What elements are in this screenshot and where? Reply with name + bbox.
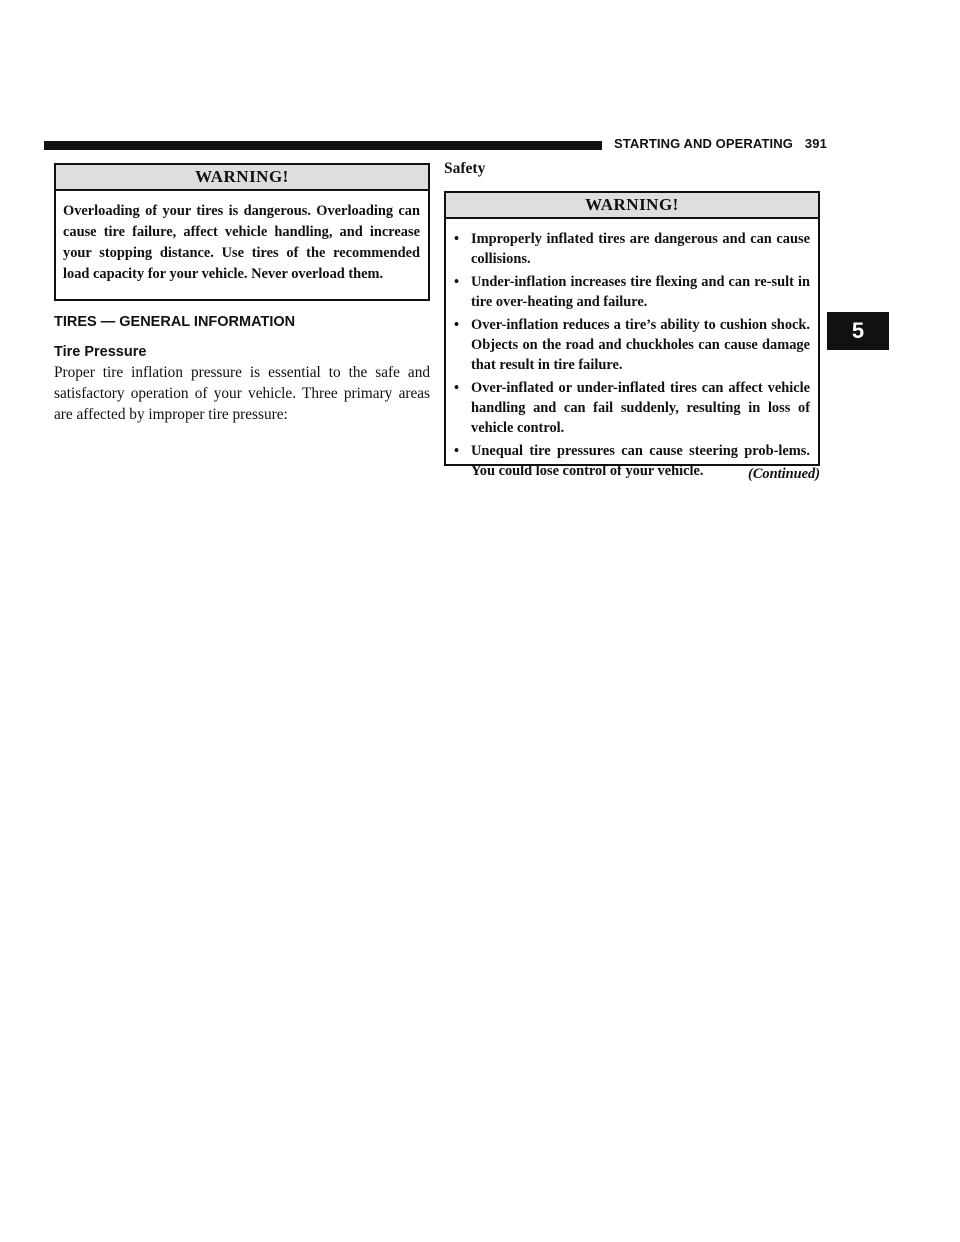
bullet-icon: • xyxy=(454,380,460,396)
list-item: • Over-inflated or under-inflated tires can affect vehicle handling and can fail suddenly, resulting in loss of vehicle control. xyxy=(454,380,810,436)
section-title: STARTING AND OPERATING xyxy=(614,136,793,151)
bullet-icon: • xyxy=(454,317,460,333)
bullet-icon: • xyxy=(454,443,460,459)
warning-text: Overloading of your tires is dangerous. Overloading can cause tire failure, affect vehicle handling, and increase your stopping distance. Use tires of the recommended load capacity for your vehicle. Never overload them. xyxy=(63,203,420,282)
warning-box-overloading xyxy=(54,163,430,301)
running-header xyxy=(614,136,827,151)
safety-heading: Safety xyxy=(444,160,486,177)
chapter-tab: 5 xyxy=(827,312,889,350)
list-item: • Over-inflation reduces a tire’s ability to cushion shock. Objects on the road and chuckholes can cause damage that result in tire failure. xyxy=(454,317,810,373)
section-heading: TIRES — GENERAL INFORMATION xyxy=(54,314,296,330)
list-item: • Improperly inflated tires are dangerous and can cause collisions. xyxy=(454,231,810,267)
warning-list xyxy=(446,219,818,481)
list-item: • Unequal tire pressures can cause steering prob-lems. You could lose control of your vehicle. xyxy=(454,443,810,479)
bullet-icon: • xyxy=(454,274,460,290)
header-rule xyxy=(44,141,602,150)
bullet-icon: • xyxy=(454,231,460,247)
warning-title: WARNING! xyxy=(446,193,818,219)
list-item: • Under-inflation increases tire flexing and can re-sult in tire over-heating and failure. xyxy=(454,274,810,310)
continued-label: (Continued) xyxy=(748,466,820,482)
warning-title: WARNING! xyxy=(56,165,428,191)
body-paragraph: Proper tire inflation pressure is essential to the safe and satisfactory operation of your vehicle. Three primary areas are affected by improper tire pressure: xyxy=(54,364,430,423)
sub-heading: Tire Pressure xyxy=(54,344,147,360)
page-number: 391 xyxy=(804,136,827,151)
